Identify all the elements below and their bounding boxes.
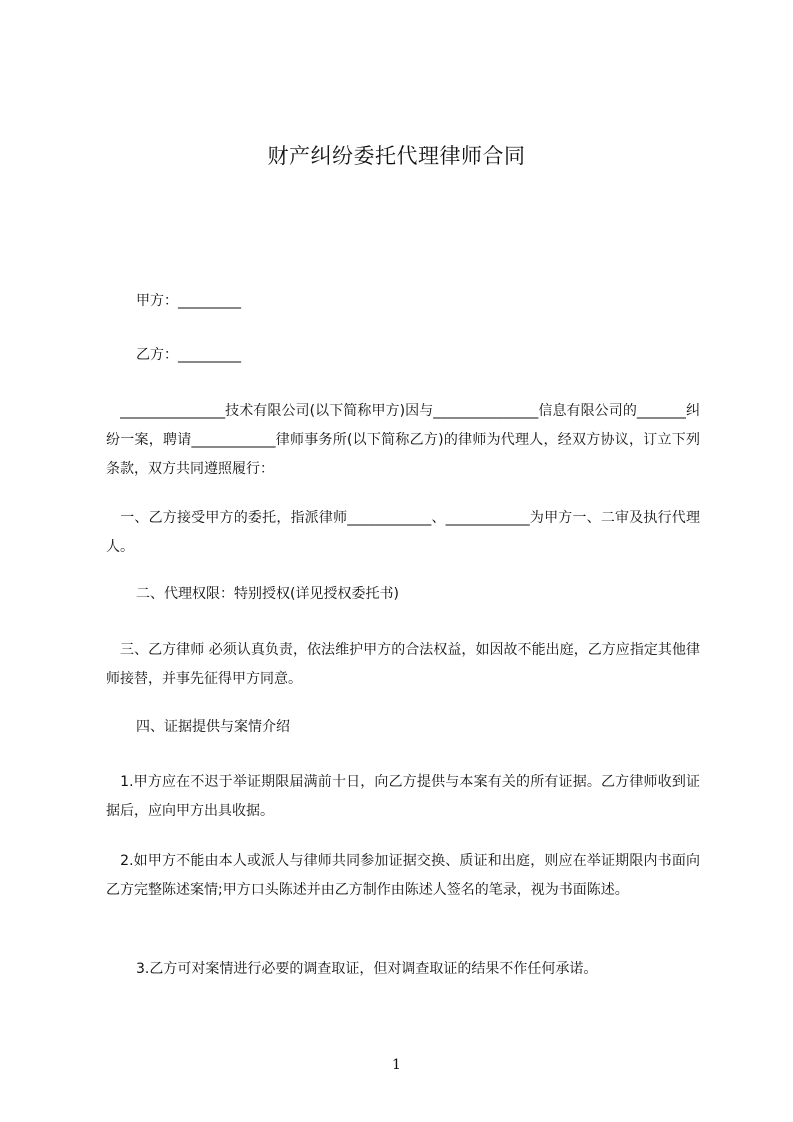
intro-paragraph: _______________技术有限公司(以下简称甲方)因与_______________信息有限公司的_______纠纷一案，聘请____________律师事务所(以下简称乙方)的律师为代理人，经双方协议，订立下列条款，双方共同遵照履行：	[106, 403, 700, 477]
clause-2-line: 二、代理权限：特别授权(详见授权委托书)	[136, 586, 399, 602]
document-title: 财产纠纷委托代理律师合同	[267, 144, 526, 168]
page-number: 1	[392, 1057, 401, 1073]
clause-1-paragraph: 一、乙方接受甲方的委托，指派律师____________、____________为甲方一、二审及执行代理人。	[106, 510, 700, 555]
item-1-paragraph: 1.甲方应在不迟于举证期限届满前十日，向乙方提供与本案有关的所有证据。乙方律师收到证据后，应向甲方出具收据。	[106, 774, 700, 819]
item-3-line: 3.乙方可对案情进行必要的调查取证，但对调查取证的结果不作任何承诺。	[136, 961, 598, 977]
clause-4-heading: 四、证据提供与案情介绍	[136, 719, 290, 735]
party-b-line: 乙方：_________	[136, 347, 241, 363]
clause-3-paragraph: 三、乙方律师 必须认真负责，依法维护甲方的合法权益，如因故不能出庭，乙方应指定其他律师接替，并事先征得甲方同意。	[106, 642, 700, 687]
party-a-line: 甲方：_________	[136, 293, 241, 309]
item-2-paragraph: 2.如甲方不能由本人或派人与律师共同参加证据交换、质证和出庭，则应在举证期限内书面向乙方完整陈述案情;甲方口头陈述并由乙方制作由陈述人签名的笔录，视为书面陈述。	[106, 853, 700, 898]
